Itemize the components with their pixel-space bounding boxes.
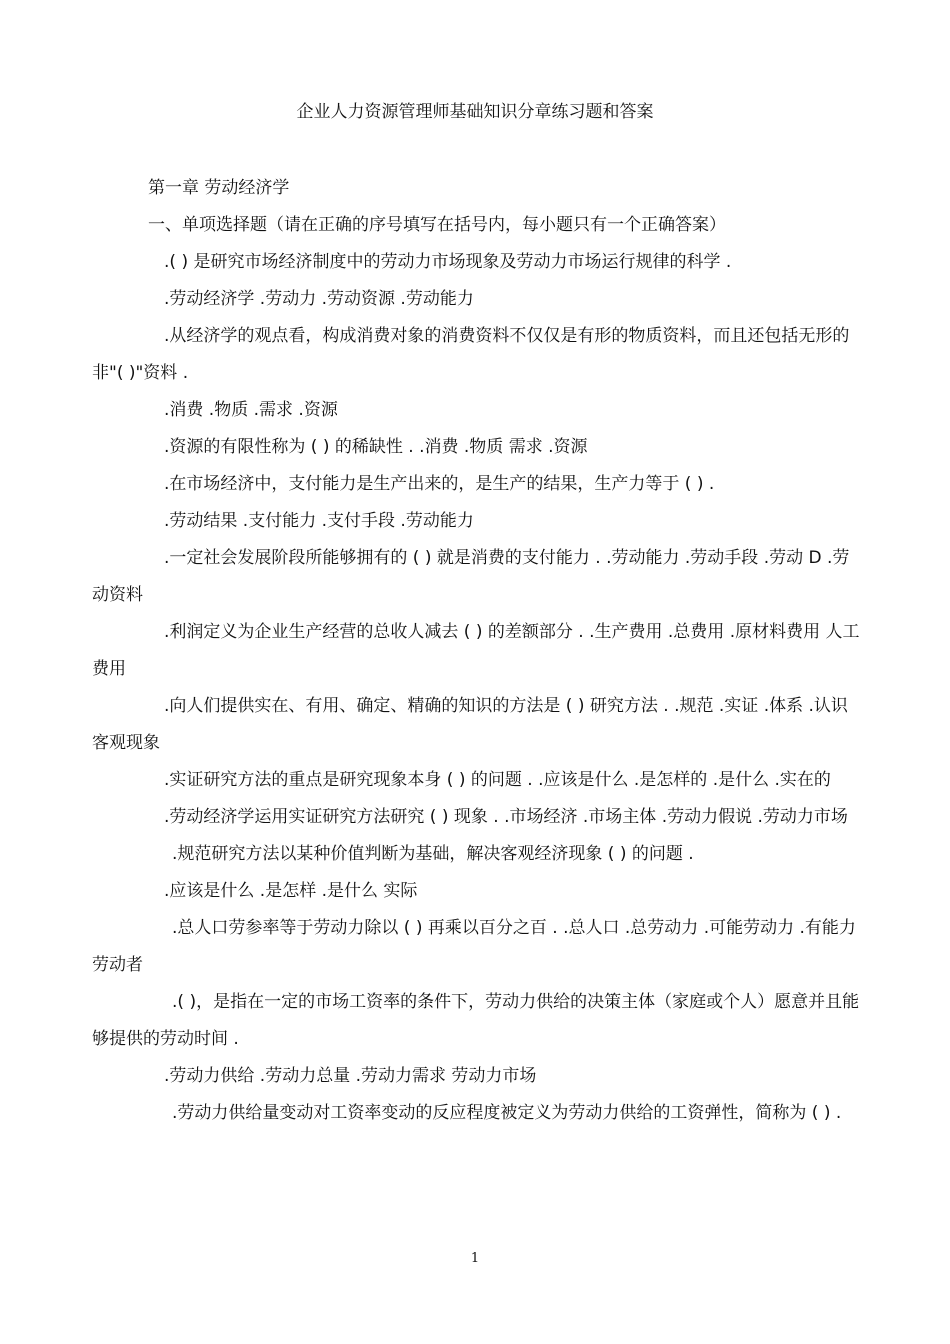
question-line: .资源的有限性称为 ( ) 的稀缺性 . .消费 .物质 需求 .资源 (164, 437, 588, 457)
question-line: .消费 .物质 .需求 .资源 (164, 400, 338, 420)
question-line: .劳动力供给 .劳动力总量 .劳动力需求 劳动力市场 (164, 1066, 537, 1086)
question-line: .总人口劳参率等于劳动力除以 ( ) 再乘以百分之百 . .总人口 .总劳动力 .可能劳动力 .有能力劳动者 (92, 918, 856, 975)
question-line: .劳动结果 .支付能力 .支付手段 .劳动能力 (164, 511, 474, 531)
question-line: .( ) 是研究市场经济制度中的劳动力市场现象及劳动力市场运行规律的科学 . (164, 252, 732, 272)
document-title: 企业人力资源管理师基础知识分章练习题和答案 (296, 102, 654, 122)
question-list (92, 244, 864, 1132)
question-line: .从经济学的观点看，构成消费对象的消费资料不仅仅是有形的物质资料，而且还包括无形的非"( )"资料 . (92, 326, 850, 383)
section-heading: 一、单项选择题（请在正确的序号填写在括号内，每小题只有一个正确答案） (148, 215, 726, 235)
question-line: .向人们提供实在、有用、确定、精确的知识的方法是 ( ) 研究方法 . .规范 .实证 .体系 .认识客观现象 (92, 696, 848, 753)
question-line: .在市场经济中，支付能力是生产出来的，是生产的结果，生产力等于 ( ) . (164, 474, 715, 494)
page-number: 1 (470, 1251, 480, 1266)
question-line: .( )，是指在一定的市场工资率的条件下，劳动力供给的决策主体（家庭或个人）愿意并且能够提供的劳动时间 . (92, 992, 860, 1049)
question-line: .实证研究方法的重点是研究现象本身 ( ) 的问题 . .应该是什么 .是怎样的 .是什么 .实在的 (164, 770, 831, 790)
question-line: .应该是什么 .是怎样 .是什么 实际 (164, 881, 418, 901)
question-line: .劳动经济学运用实证研究方法研究 ( ) 现象 . .市场经济 .市场主体 .劳动力假说 .劳动力市场 (164, 807, 848, 827)
document-body (92, 170, 864, 1132)
question-line: .劳动力供给量变动对工资率变动的反应程度被定义为劳动力供给的工资弹性，简称为 ( ) . (172, 1103, 842, 1123)
question-line: .规范研究方法以某种价值判断为基础，解决客观经济现象 ( ) 的问题 . (172, 844, 694, 864)
chapter-heading: 第一章 劳动经济学 (148, 178, 290, 198)
question-line: .劳动经济学 .劳动力 .劳动资源 .劳动能力 (164, 289, 474, 309)
question-line: .一定社会发展阶段所能够拥有的 ( ) 就是消费的支付能力 . .劳动能力 .劳动手段 .劳动 D .劳动资料 (92, 548, 850, 605)
question-line: .利润定义为企业生产经营的总收人减去 ( ) 的差额部分 . .生产费用 .总费用 .原材料费用 人工费用 (92, 622, 860, 679)
